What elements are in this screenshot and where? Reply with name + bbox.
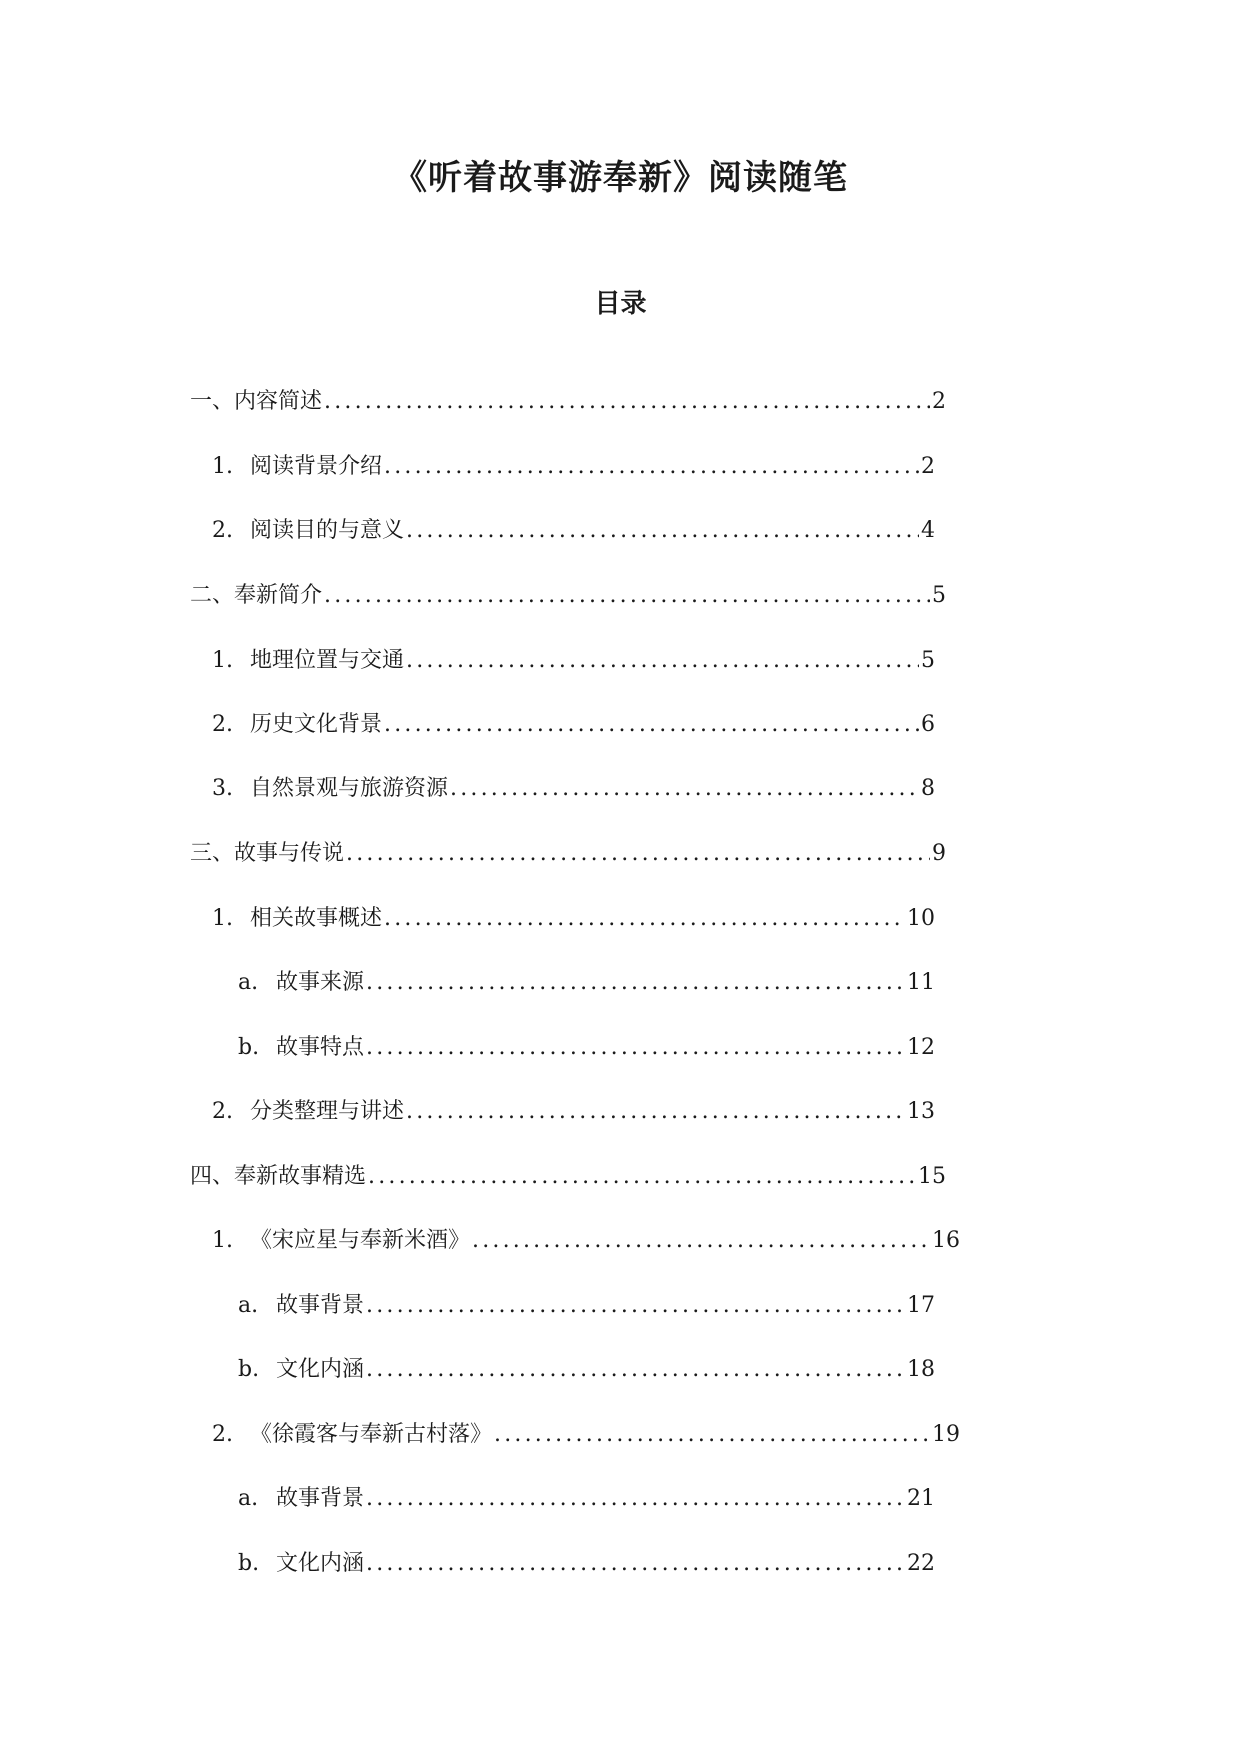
toc-leader-dots: [406, 1097, 905, 1127]
toc-entry-3-1-a[interactable]: [238, 968, 935, 998]
toc-number: 2.: [212, 518, 233, 543]
toc-title: 故事特点: [276, 1035, 365, 1060]
toc-entry-2-1[interactable]: [212, 646, 935, 676]
toc-title: 分类整理与讲述: [250, 1099, 405, 1124]
toc-page-number: 19: [932, 1422, 960, 1447]
toc-title: 阅读目的与意义: [250, 518, 405, 543]
toc-page-number: 15: [918, 1164, 946, 1189]
toc-page-number: 5: [921, 648, 935, 673]
toc-page-number: 10: [907, 906, 935, 931]
toc-number: a.: [238, 1293, 259, 1318]
toc-number: a.: [238, 970, 259, 995]
toc-leader-dots: [366, 1549, 905, 1579]
toc-entry-4-1-b[interactable]: [238, 1355, 935, 1385]
toc-page-number: 9: [932, 841, 946, 866]
toc-title: 奉新简介: [234, 583, 323, 608]
toc-entry-2-2[interactable]: [212, 710, 935, 740]
toc-leader-dots: [366, 968, 905, 998]
toc-title: 文化内涵: [276, 1357, 365, 1382]
toc-entry-3-2[interactable]: [212, 1097, 935, 1127]
toc-number: 1.: [212, 906, 233, 931]
toc-page-number: 18: [907, 1357, 935, 1382]
toc-entry-3-1-b[interactable]: [238, 1033, 935, 1063]
toc-title: 相关故事概述: [250, 906, 383, 931]
toc-leader-dots: [366, 1484, 905, 1514]
toc-title: 故事来源: [276, 970, 365, 995]
toc-leader-dots: [366, 1355, 905, 1385]
toc-leader-dots: [494, 1420, 930, 1450]
toc-title: 故事背景: [276, 1293, 365, 1318]
toc-page-number: 5: [932, 583, 946, 608]
toc-leader-dots: [384, 710, 919, 740]
toc-title: 自然景观与旅游资源: [250, 776, 449, 801]
toc-page-number: 22: [907, 1551, 935, 1576]
toc-leader-dots: [346, 839, 930, 869]
toc-number: 2.: [212, 1422, 233, 1447]
document-title: 《听着故事游奉新》阅读随笔: [393, 158, 848, 198]
toc-leader-dots: [472, 1226, 930, 1256]
toc-page-number: 17: [907, 1293, 935, 1318]
toc-number: 二、: [190, 583, 235, 608]
toc-title: 文化内涵: [276, 1551, 365, 1576]
toc-entry-4-2[interactable]: [212, 1420, 960, 1450]
toc-title: 《徐霞客与奉新古村落》: [250, 1422, 493, 1447]
toc-number: 三、: [190, 841, 235, 866]
toc-entry-3-1[interactable]: [212, 904, 935, 934]
toc-page-number: 2: [932, 389, 946, 414]
toc-number: 2.: [212, 1099, 233, 1124]
toc-number: 1.: [212, 454, 233, 479]
toc-title: 历史文化背景: [250, 712, 383, 737]
toc-leader-dots: [384, 452, 919, 482]
toc-leader-dots: [366, 1291, 905, 1321]
toc-title: 内容简述: [234, 389, 323, 414]
toc-page-number: 12: [907, 1035, 935, 1060]
toc-title: 故事与传说: [234, 841, 345, 866]
toc-entry-4-2-a[interactable]: [238, 1484, 935, 1514]
toc-page-number: 13: [907, 1099, 935, 1124]
toc-heading: 目录: [594, 289, 647, 319]
toc-leader-dots: [450, 774, 919, 804]
toc-page-number: 6: [921, 712, 935, 737]
toc-number: 3.: [212, 776, 233, 801]
toc-title: 《宋应星与奉新米酒》: [250, 1228, 471, 1253]
toc-leader-dots: [406, 646, 919, 676]
toc-entry-4-2-b[interactable]: [238, 1549, 935, 1579]
toc-page-number: 21: [907, 1486, 935, 1511]
toc-leader-dots: [324, 581, 930, 611]
toc-number: b.: [238, 1551, 260, 1576]
toc-number: 1.: [212, 648, 233, 673]
toc-page-number: 11: [907, 970, 935, 995]
toc-entry-4-1-a[interactable]: [238, 1291, 935, 1321]
toc-leader-dots: [384, 904, 905, 934]
toc-entry-2-3[interactable]: [212, 774, 935, 804]
toc-entry-2[interactable]: [190, 581, 946, 611]
toc-number: a.: [238, 1486, 259, 1511]
toc-leader-dots: [368, 1162, 916, 1192]
toc-number: 一、: [190, 389, 235, 414]
toc-leader-dots: [324, 387, 930, 417]
toc-number: 1.: [212, 1228, 233, 1253]
toc-page-number: 2: [921, 454, 935, 479]
toc-entry-1-1[interactable]: [212, 452, 935, 482]
toc-entry-4-1[interactable]: [212, 1226, 960, 1256]
toc-number: b.: [238, 1035, 260, 1060]
toc-leader-dots: [366, 1033, 905, 1063]
toc-entry-1-2[interactable]: [212, 516, 935, 546]
toc-page-number: 16: [932, 1228, 960, 1253]
toc-title: 奉新故事精选: [234, 1164, 367, 1189]
toc-leader-dots: [406, 516, 919, 546]
toc-title: 阅读背景介绍: [250, 454, 383, 479]
toc-title: 地理位置与交通: [250, 648, 405, 673]
toc-page-number: 4: [921, 518, 935, 543]
toc-entry-3[interactable]: [190, 839, 946, 869]
toc-title: 故事背景: [276, 1486, 365, 1511]
toc-number: b.: [238, 1357, 260, 1382]
toc-number: 2.: [212, 712, 233, 737]
toc-entry-1[interactable]: [190, 387, 946, 417]
toc-page-number: 8: [921, 776, 935, 801]
toc-entry-4[interactable]: [190, 1162, 946, 1192]
toc-number: 四、: [190, 1164, 235, 1189]
